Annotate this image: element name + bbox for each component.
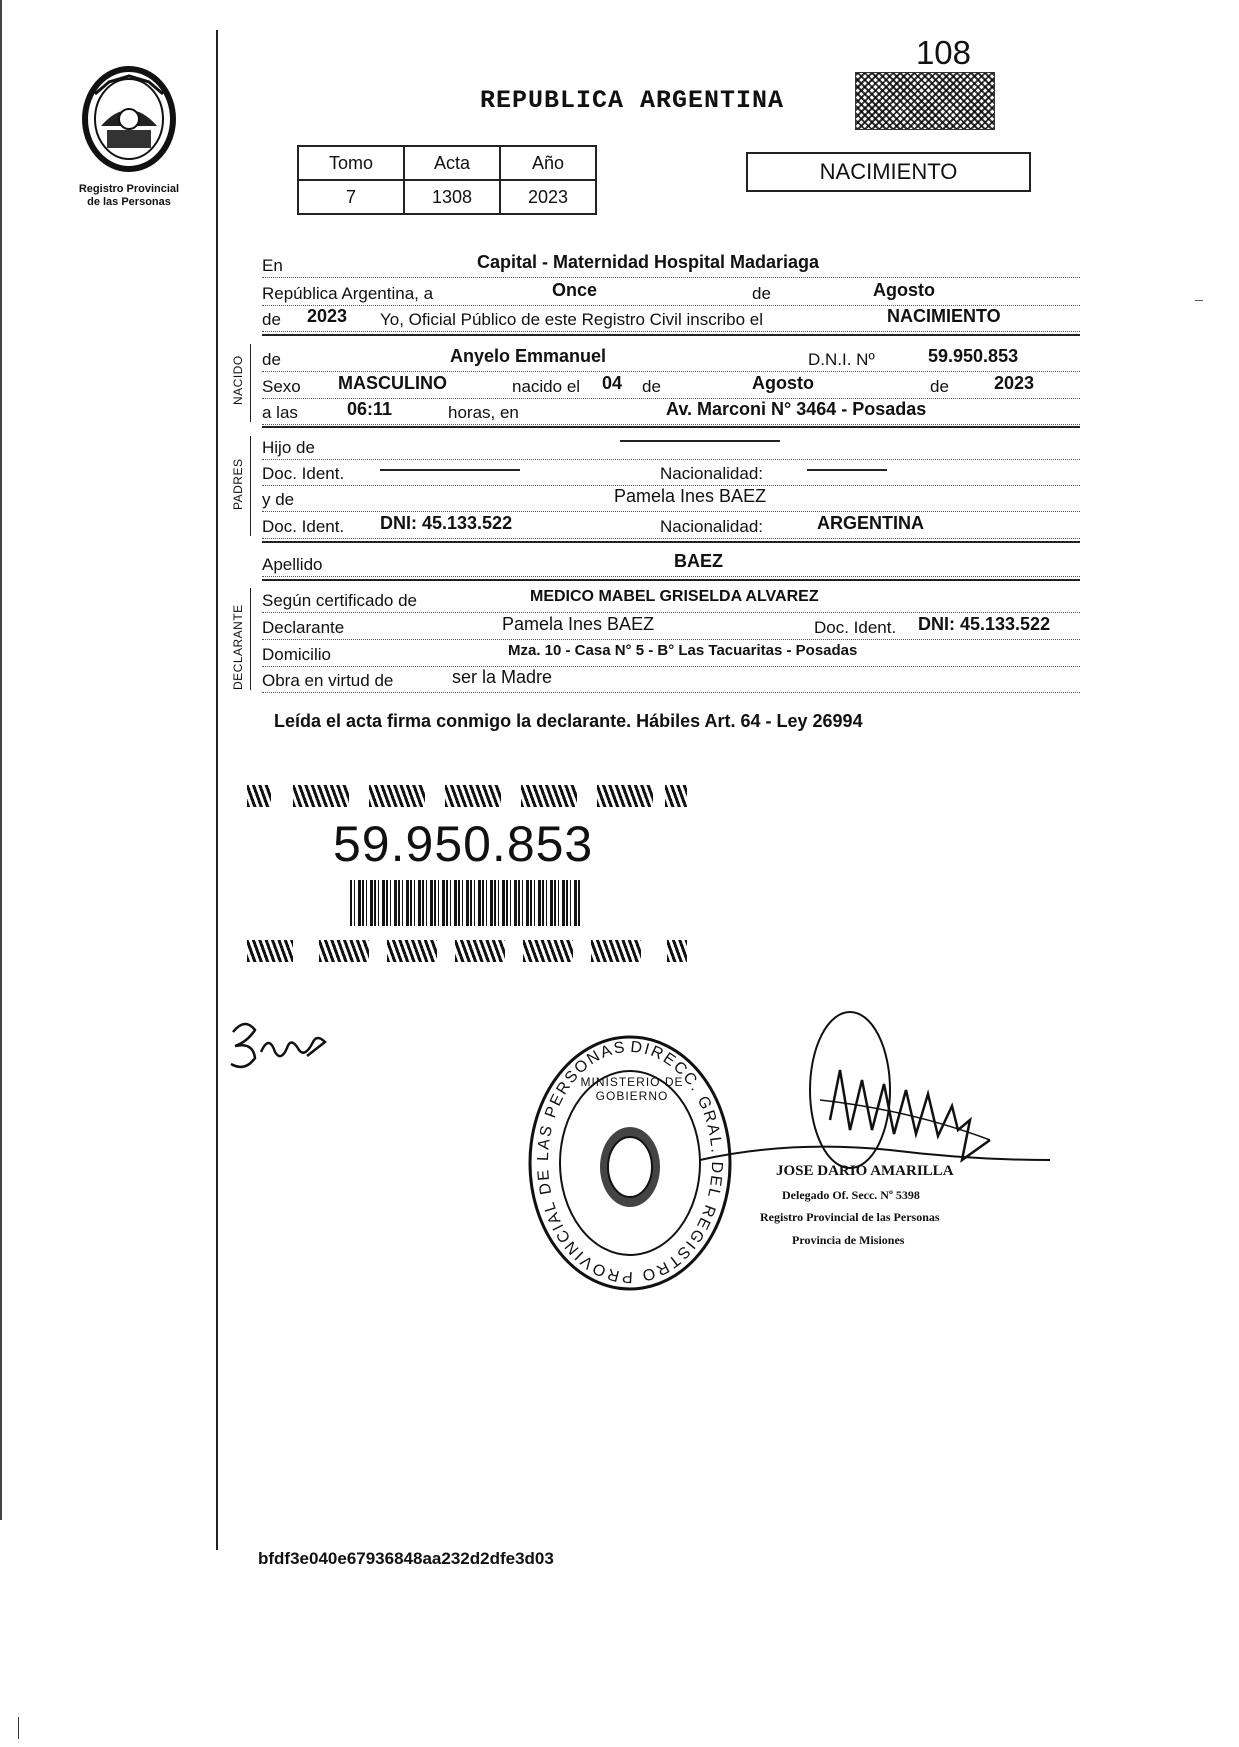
label-domicilio: Domicilio <box>262 645 331 664</box>
row-date <box>262 280 1080 306</box>
section-bracket <box>250 436 251 536</box>
inscription-type: NACIMIENTO <box>887 306 1001 326</box>
section-label-nacido: NACIDO <box>231 355 245 405</box>
registration-day: Once <box>552 280 598 300</box>
section-bracket <box>250 588 251 690</box>
birth-year: 2023 <box>994 373 1035 393</box>
row-domicile <box>262 644 1080 667</box>
declarant-domicile: Mza. 10 - Casa N° 5 - B° Las Tacuaritas - Posadas <box>508 642 858 659</box>
newborn-dni: 59.950.853 <box>928 346 1019 366</box>
label-declarante: Declarante <box>262 618 345 637</box>
label-en: En <box>262 256 283 275</box>
row-surname <box>262 551 1080 577</box>
section-label-declarante: DECLARANTE <box>231 604 245 690</box>
label-de: de <box>642 377 661 396</box>
official-signature <box>690 1010 1090 1210</box>
declarant-relation: ser la Madre <box>452 667 553 687</box>
label-de2: de <box>262 310 281 329</box>
row-father-doc <box>262 463 1080 486</box>
value-anio: 2023 <box>500 180 596 214</box>
scan-mark <box>1195 300 1203 301</box>
official-province: Provincia de Misiones <box>792 1233 905 1247</box>
declarant-signature <box>225 1012 335 1082</box>
page-number: 108 <box>915 34 971 71</box>
registration-year: 2023 <box>307 306 348 326</box>
official-name: JOSE DARIO AMARILLA <box>776 1163 954 1179</box>
registry-name: Registro Provincial de las Personas <box>78 183 180 208</box>
misiones-coat-of-arms-icon <box>79 64 179 174</box>
row-declarant <box>262 614 1080 640</box>
svg-text:DIRECC. GRAL. DEL REGISTRO PRO: DIRECC. GRAL. DEL REGISTRO PROVINCIAL DE LAS PERSONAS <box>534 1038 726 1286</box>
id-stamp-number: 59.950.853 <box>333 816 594 872</box>
security-stripes-bottom <box>247 940 687 962</box>
security-seal-pattern <box>855 72 995 130</box>
birth-address: Av. Marconi N° 3464 - Posadas <box>666 399 927 419</box>
label-republica: República Argentina, a <box>262 284 434 303</box>
registration-month: Agosto <box>873 280 935 300</box>
header-anio: Año <box>500 146 596 180</box>
row-certificate <box>262 590 1080 613</box>
country-title: REPUBLICA ARGENTINA <box>480 86 785 115</box>
label-hijo: Hijo de <box>262 438 315 457</box>
surname: BAEZ <box>674 551 723 571</box>
document-hash: bfdf3e040e67936848aa232d2dfe3d03 <box>258 1549 554 1568</box>
label-yde: y de <box>262 490 295 509</box>
certificate-issuer: MEDICO MABEL GRISELDA ALVAREZ <box>530 588 819 605</box>
label-nacido: nacido el <box>512 377 581 396</box>
barcode <box>350 880 580 926</box>
label-nacionalidad: Nacionalidad: <box>660 464 764 483</box>
row-obra <box>262 667 1080 693</box>
birth-day: 04 <box>602 373 623 393</box>
divider <box>262 426 1080 428</box>
label-de: de <box>262 350 281 369</box>
declarant-doc: DNI: 45.133.522 <box>918 614 1051 634</box>
label-obra: Obra en virtud de <box>262 671 394 690</box>
label-dni: D.N.I. Nº <box>808 350 875 369</box>
label-nacionalidad: Nacionalidad: <box>660 517 764 536</box>
scan-mark <box>18 1717 19 1739</box>
row-mother-doc <box>262 513 1080 539</box>
newborn-name: Anyelo Emmanuel <box>450 346 607 366</box>
statement-text: Yo, Oficial Público de este Registro Civil inscribo el <box>380 310 763 329</box>
label-horas: horas, en <box>448 403 519 422</box>
record-type-box: NACIMIENTO <box>746 152 1031 192</box>
divider <box>262 334 1080 336</box>
mother-nationality: ARGENTINA <box>817 513 924 533</box>
closing-statement: Leída el acta firma conmigo la declarante. Hábiles Art. 64 - Ley 26994 <box>274 711 863 731</box>
row-sex-birthdate <box>262 373 1080 399</box>
divider <box>262 541 1080 543</box>
security-stripes-top <box>247 785 687 807</box>
row-mother <box>262 486 1080 512</box>
header-tomo: Tomo <box>298 146 404 180</box>
label-doc: Doc. Ident. <box>262 517 345 536</box>
section-bracket <box>250 344 251 422</box>
seal-inner-text: MINISTERIO DE GOBIERNO <box>580 1075 684 1103</box>
label-doc: Doc. Ident. <box>814 618 897 637</box>
birth-month: Agosto <box>752 373 814 393</box>
section-label-padres: PADRES <box>231 458 245 510</box>
row-statement <box>262 306 1080 332</box>
label-certificado: Según certificado de <box>262 591 417 610</box>
label-sexo: Sexo <box>262 377 301 396</box>
declarant-name: Pamela Ines BAEZ <box>502 614 655 634</box>
registry-logo <box>64 64 194 209</box>
header-acta: Acta <box>404 146 500 180</box>
right-margin-line <box>0 0 2 1520</box>
label-alas: a las <box>262 403 298 422</box>
newborn-sex: MASCULINO <box>338 373 447 393</box>
row-place <box>262 252 1080 278</box>
father-nationality-redacted-line <box>807 469 887 471</box>
mother-doc: DNI: 45.133.522 <box>380 513 513 533</box>
mother-name: Pamela Ines BAEZ <box>614 486 767 506</box>
left-margin-line <box>216 30 218 1550</box>
value-acta: 1308 <box>404 180 500 214</box>
father-redacted-line <box>620 440 780 442</box>
label-doc: Doc. Ident. <box>262 464 345 483</box>
row-newborn-name <box>262 346 1080 372</box>
label-de: de <box>930 377 949 396</box>
label-de: de <box>752 284 771 303</box>
row-time-address <box>262 399 1080 425</box>
official-title: Delegado Of. Secc. Nº 5398 <box>782 1188 920 1202</box>
birth-place: Capital - Maternidad Hospital Madariaga <box>477 252 820 272</box>
official-office: Registro Provincial de las Personas <box>760 1210 940 1224</box>
value-tomo: 7 <box>298 180 404 214</box>
divider <box>262 579 1080 581</box>
birth-time: 06:11 <box>347 399 393 419</box>
record-index-table <box>297 145 597 215</box>
row-father <box>262 437 1080 460</box>
label-apellido: Apellido <box>262 555 323 574</box>
father-doc-redacted-line <box>380 469 520 471</box>
